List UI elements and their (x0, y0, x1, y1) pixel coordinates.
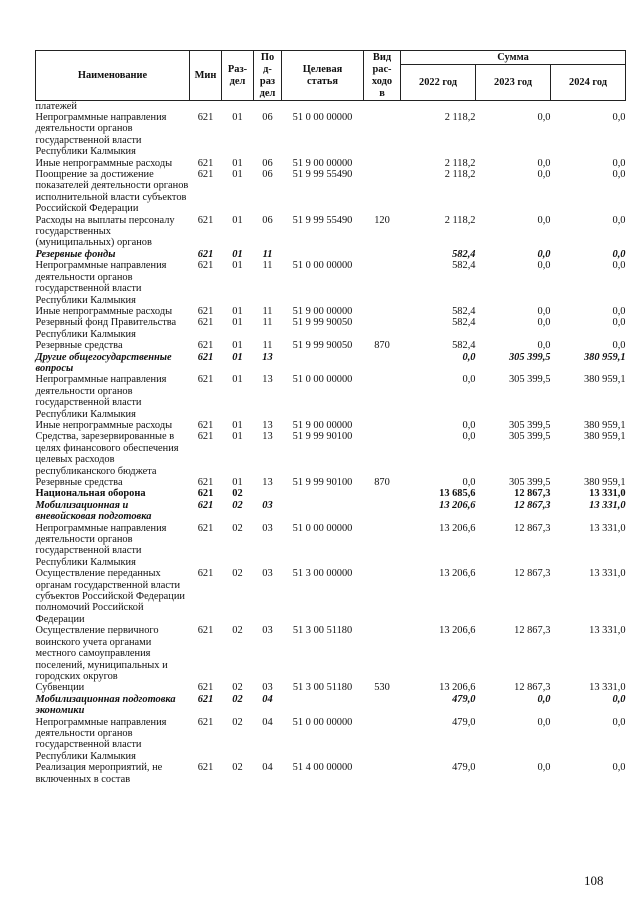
row-name: Иные непрограммные расходы (35, 419, 173, 431)
row-section: 01 (232, 112, 243, 123)
row-subsection: 04 (262, 716, 273, 728)
row-section: 02 (232, 716, 243, 728)
row-amount-2024: 380 959,1 (583, 374, 626, 386)
table-row (36, 488, 626, 499)
row-subsection: 13 (262, 477, 273, 488)
row-section: 02 (232, 625, 243, 637)
row-section: 02 (232, 488, 243, 500)
row-amount-2022: 479,0 (452, 762, 476, 774)
row-amount-2022: 582,4 (452, 305, 476, 317)
row-amount-2023: 0,0 (537, 762, 551, 774)
header-year-2023: 2023 год (476, 65, 551, 101)
row-amount-2024: 13 331,0 (589, 522, 626, 534)
row-amount-2022: 582,4 (452, 317, 476, 329)
row-subsection: 06 (262, 214, 273, 226)
row-amount-2022: 13 685,6 (439, 488, 476, 500)
table-row (36, 694, 626, 717)
row-target-article: 51 0 00 00000 (292, 522, 353, 534)
row-name: Мобилизационная подготовка экономики (35, 693, 176, 717)
table-row (36, 249, 626, 260)
row-name: Непрограммные направления деятельности органов государственной власти Республики Калмыкия (35, 260, 167, 306)
row-target-article: 51 9 99 55490 (292, 169, 353, 181)
row-name: Осуществление переданных органам государственной власти субъектов Российской Федерации полномочий Российской Федерации (35, 568, 185, 625)
row-section: 01 (232, 431, 243, 443)
row-amount-2022: 13 206,6 (439, 682, 476, 694)
table-row (36, 158, 626, 169)
row-amount-2023: 12 867,3 (514, 522, 551, 534)
row-name: Непрограммные направления деятельности органов государственной власти Республики Калмыкия (35, 716, 167, 762)
row-target-article: 51 0 00 00000 (292, 112, 353, 123)
row-amount-2023: 305 399,5 (508, 351, 551, 363)
row-expense-type (364, 717, 401, 763)
row-expense-type (364, 762, 401, 785)
row-expense-type (364, 500, 401, 523)
row-amount-2022: 2 118,2 (444, 112, 476, 123)
row-section: 01 (232, 260, 243, 272)
table-row (36, 260, 626, 306)
table-row (36, 568, 626, 625)
row-amount-2022: 13 206,6 (439, 568, 476, 580)
row-subsection: 13 (262, 351, 273, 363)
row-expense-type (364, 694, 401, 717)
row-target-article: 51 4 00 00000 (292, 762, 353, 774)
row-target-article: 51 9 00 00000 (292, 419, 353, 431)
row-amount-2024: 0,0 (612, 340, 626, 352)
row-target-article: 51 9 00 00000 (292, 157, 353, 169)
row-amount-2023: 0,0 (537, 317, 551, 329)
row-section: 01 (232, 374, 243, 386)
row-expense-type (364, 374, 401, 420)
row-ministry: 621 (197, 305, 214, 317)
row-subsection: 04 (262, 693, 273, 705)
row-target-article: 51 9 99 90100 (292, 431, 353, 443)
row-amount-2023: 0,0 (537, 693, 551, 705)
row-ministry: 621 (197, 214, 214, 226)
row-target-article: 51 0 00 00000 (292, 716, 353, 728)
row-section: 01 (232, 305, 243, 317)
row-section: 02 (232, 522, 243, 534)
row-amount-2024: 0,0 (612, 260, 626, 272)
row-ministry: 621 (197, 693, 214, 705)
row-expense-type (364, 420, 401, 431)
row-expense-type (364, 488, 401, 499)
row-amount-2022: 0,0 (462, 419, 476, 431)
row-section: 01 (232, 340, 243, 352)
row-amount-2023: 12 867,3 (514, 499, 551, 511)
row-ministry: 621 (197, 499, 214, 511)
header-target-article: Целевая статья (282, 51, 364, 101)
row-ministry: 621 (197, 169, 214, 181)
row-amount-2023: 12 867,3 (514, 625, 551, 637)
table-row (36, 352, 626, 375)
row-expense-type (364, 523, 401, 569)
table-row (36, 215, 626, 249)
table-row (36, 762, 626, 785)
row-subsection: 03 (262, 499, 273, 511)
row-ministry: 621 (197, 248, 214, 260)
row-section: 01 (232, 157, 243, 169)
row-section: 02 (232, 568, 243, 580)
row-ministry: 621 (197, 762, 214, 774)
row-amount-2023: 12 867,3 (514, 488, 551, 500)
row-expense-type (364, 352, 401, 375)
row-amount-2023: 0,0 (537, 248, 551, 260)
row-amount-2024: 0,0 (612, 762, 626, 774)
row-amount-2022: 0,0 (462, 477, 476, 488)
row-ministry: 621 (197, 568, 214, 580)
row-ministry: 621 (197, 351, 214, 363)
page-number: 108 (584, 873, 604, 888)
row-amount-2024: 13 331,0 (589, 499, 626, 511)
row-target-article (282, 488, 364, 499)
row-amount-2023: 0,0 (537, 169, 551, 181)
row-ministry: 621 (197, 157, 214, 169)
row-amount-2024: 13 331,0 (589, 488, 626, 500)
row-expense-type: 530 (374, 682, 390, 694)
row-subsection: 11 (262, 340, 273, 352)
row-subsection: 13 (262, 419, 273, 431)
row-amount-2024: 0,0 (612, 169, 626, 181)
row-expense-type (364, 169, 401, 215)
row-target-article: 51 3 00 00000 (292, 568, 353, 580)
row-target-article: 51 9 00 00000 (292, 305, 353, 317)
row-expense-type (364, 112, 401, 158)
row-amount-2023: 305 399,5 (508, 477, 551, 488)
row-name: Расходы на выплаты персоналу государственных (муниципальных) органов (35, 214, 175, 249)
row-amount-2024: 0,0 (612, 112, 626, 123)
row-name: Иные непрограммные расходы (35, 305, 173, 317)
row-amount-2023: 0,0 (537, 157, 551, 169)
row-amount-2024: 13 331,0 (589, 682, 626, 694)
row-amount-2024: 380 959,1 (583, 351, 626, 363)
row-amount-2024: 0,0 (612, 157, 626, 169)
row-name: Средства, зарезервированные в целях финансового обеспечения целевых расходов республиканского бюджета (35, 431, 179, 477)
row-target-article (282, 352, 364, 375)
header-expense-type: Вид рас- ходо в (364, 51, 401, 101)
row-subsection: 11 (262, 317, 273, 329)
row-amount-2023: 0,0 (537, 305, 551, 317)
row-ministry: 621 (197, 522, 214, 534)
table-row (36, 340, 626, 351)
row-expense-type (364, 260, 401, 306)
row-subsection: 06 (262, 112, 273, 123)
budget-table (35, 50, 626, 785)
row-section: 02 (232, 682, 243, 694)
table-header (36, 51, 626, 101)
row-amount-2022: 0,0 (462, 374, 476, 386)
row-target-article: 51 3 00 51180 (292, 625, 353, 637)
row-amount-2023: 305 399,5 (508, 431, 551, 443)
row-section: 02 (232, 762, 243, 774)
header-section: Раз- дел (222, 51, 254, 101)
row-amount-2022: 479,0 (452, 716, 476, 728)
row-ministry: 621 (197, 716, 214, 728)
continuation-text: платежей (35, 101, 77, 112)
row-amount-2022: 582,4 (452, 248, 476, 260)
row-ministry: 621 (197, 374, 214, 386)
row-expense-type (364, 249, 401, 260)
row-subsection: 03 (262, 522, 273, 534)
row-amount-2022: 479,0 (452, 693, 476, 705)
row-name: Резервные фонды (35, 248, 116, 260)
row-amount-2023: 12 867,3 (514, 568, 551, 580)
row-amount-2023: 305 399,5 (508, 419, 551, 431)
row-target-article: 51 9 99 90050 (292, 340, 353, 352)
row-subsection: 04 (262, 762, 273, 774)
row-amount-2023: 305 399,5 (508, 374, 551, 386)
table-row (36, 431, 626, 477)
row-amount-2022: 582,4 (452, 340, 476, 352)
row-section: 01 (232, 419, 243, 431)
row-subsection: 03 (262, 625, 273, 637)
table-row (36, 682, 626, 693)
header-ministry: Мин (190, 51, 222, 101)
row-amount-2024: 0,0 (612, 716, 626, 728)
row-target-article (282, 249, 364, 260)
row-ministry: 621 (197, 340, 214, 352)
row-expense-type (364, 625, 401, 682)
row-amount-2024: 0,0 (612, 317, 626, 329)
row-expense-type (364, 306, 401, 317)
table-body (36, 101, 626, 785)
header-year-2024: 2024 год (551, 65, 626, 101)
row-expense-type (364, 568, 401, 625)
row-section: 01 (232, 214, 243, 226)
table-row (36, 169, 626, 215)
row-amount-2023: 12 867,3 (514, 682, 551, 694)
row-amount-2022: 13 206,6 (439, 499, 476, 511)
row-name: Непрограммные направления деятельности органов государственной власти Республики Калмыкия (35, 522, 167, 568)
row-name: Субвенции (35, 682, 85, 694)
row-ministry: 621 (197, 625, 214, 637)
row-ministry: 621 (197, 431, 214, 443)
row-name: Резервный фонд Правительства Республики Калмыкия (35, 317, 177, 340)
row-name: Другие общегосударственные вопросы (35, 351, 172, 374)
row-target-article (282, 500, 364, 523)
row-subsection: 11 (262, 305, 273, 317)
row-subsection: 03 (262, 568, 273, 580)
row-amount-2022: 2 118,2 (444, 214, 476, 226)
continuation-row (36, 101, 626, 113)
table-row (36, 306, 626, 317)
table-row (36, 112, 626, 158)
row-subsection: 13 (262, 374, 273, 386)
row-name: Поощрение за достижение показателей деятельности органов исполнительной власти субъектов Российской Федерации (35, 169, 189, 215)
header-year-2022: 2022 год (401, 65, 476, 101)
row-amount-2022: 2 118,2 (444, 169, 476, 181)
row-amount-2024: 380 959,1 (583, 431, 626, 443)
row-amount-2022: 582,4 (452, 260, 476, 272)
row-section: 02 (232, 693, 243, 705)
row-target-article: 51 0 00 00000 (292, 260, 353, 272)
row-target-article: 51 0 00 00000 (292, 374, 353, 386)
row-amount-2024: 0,0 (612, 693, 626, 705)
row-ministry: 621 (197, 317, 214, 329)
row-ministry: 621 (197, 260, 214, 272)
row-subsection: 11 (262, 260, 273, 272)
row-subsection: 06 (262, 157, 273, 169)
row-name: Национальная оборона (35, 488, 146, 500)
table-row (36, 374, 626, 420)
row-ministry: 621 (197, 477, 214, 488)
row-name: Осуществление первичного воинского учета органами местного самоуправления поселений, муниципальных и городских округов (35, 625, 168, 682)
row-name: Мобилизационная и вневойсковая подготовка (35, 499, 152, 523)
table-row (36, 717, 626, 763)
row-name: Резервные средства (35, 340, 123, 352)
row-section: 01 (232, 351, 243, 363)
row-subsection (254, 488, 282, 499)
row-amount-2022: 13 206,6 (439, 522, 476, 534)
row-amount-2024: 13 331,0 (589, 625, 626, 637)
row-amount-2022: 2 118,2 (444, 157, 476, 169)
row-amount-2023: 0,0 (537, 340, 551, 352)
row-expense-type (364, 431, 401, 477)
row-section: 01 (232, 169, 243, 181)
row-expense-type (364, 158, 401, 169)
table-row (36, 500, 626, 523)
row-amount-2024: 0,0 (612, 248, 626, 260)
row-name: Иные непрограммные расходы (35, 157, 173, 169)
row-amount-2024: 0,0 (612, 214, 626, 226)
row-amount-2023: 0,0 (537, 214, 551, 226)
row-section: 02 (232, 499, 243, 511)
row-name: Непрограммные направления деятельности органов государственной власти Республики Калмыкия (35, 374, 167, 420)
row-name: Непрограммные направления деятельности органов государственной власти Республики Калмыкия (35, 112, 167, 158)
header-name: Наименование (36, 51, 190, 101)
row-amount-2022: 0,0 (462, 351, 476, 363)
row-amount-2024: 0,0 (612, 305, 626, 317)
row-amount-2022: 0,0 (462, 431, 476, 443)
row-amount-2023: 0,0 (537, 260, 551, 272)
row-section: 01 (232, 477, 243, 488)
row-target-article: 51 3 00 51180 (292, 682, 353, 694)
row-expense-type: 120 (374, 214, 390, 226)
row-amount-2023: 0,0 (537, 716, 551, 728)
row-subsection: 13 (262, 431, 273, 443)
row-expense-type (364, 317, 401, 340)
header-sum: Сумма (401, 51, 626, 65)
row-ministry: 621 (197, 419, 214, 431)
row-section: 01 (232, 317, 243, 329)
row-target-article: 51 9 99 55490 (292, 214, 353, 226)
table-row (36, 523, 626, 569)
row-expense-type: 870 (374, 477, 390, 488)
row-amount-2024: 13 331,0 (589, 568, 626, 580)
row-ministry: 621 (197, 682, 214, 694)
header-subsection: По д- раз дел (254, 51, 282, 101)
row-ministry: 621 (197, 488, 214, 500)
row-target-article: 51 9 99 90100 (292, 477, 353, 488)
row-expense-type: 870 (374, 340, 390, 352)
row-subsection: 06 (262, 169, 273, 181)
table-row (36, 477, 626, 488)
row-subsection: 03 (262, 682, 273, 694)
row-target-article (282, 694, 364, 717)
row-amount-2023: 0,0 (537, 112, 551, 123)
row-section: 01 (232, 248, 243, 260)
row-amount-2024: 380 959,1 (583, 419, 626, 431)
table-row (36, 317, 626, 340)
row-name: Реализация мероприятий, не включенных в состав (35, 762, 163, 785)
table-row (36, 420, 626, 431)
row-target-article: 51 9 99 90050 (292, 317, 353, 329)
row-name: Резервные средства (35, 477, 123, 488)
row-amount-2024: 380 959,1 (583, 477, 626, 488)
row-amount-2022: 13 206,6 (439, 625, 476, 637)
row-ministry: 621 (197, 112, 214, 123)
row-subsection: 11 (262, 248, 273, 260)
table-row (36, 625, 626, 682)
